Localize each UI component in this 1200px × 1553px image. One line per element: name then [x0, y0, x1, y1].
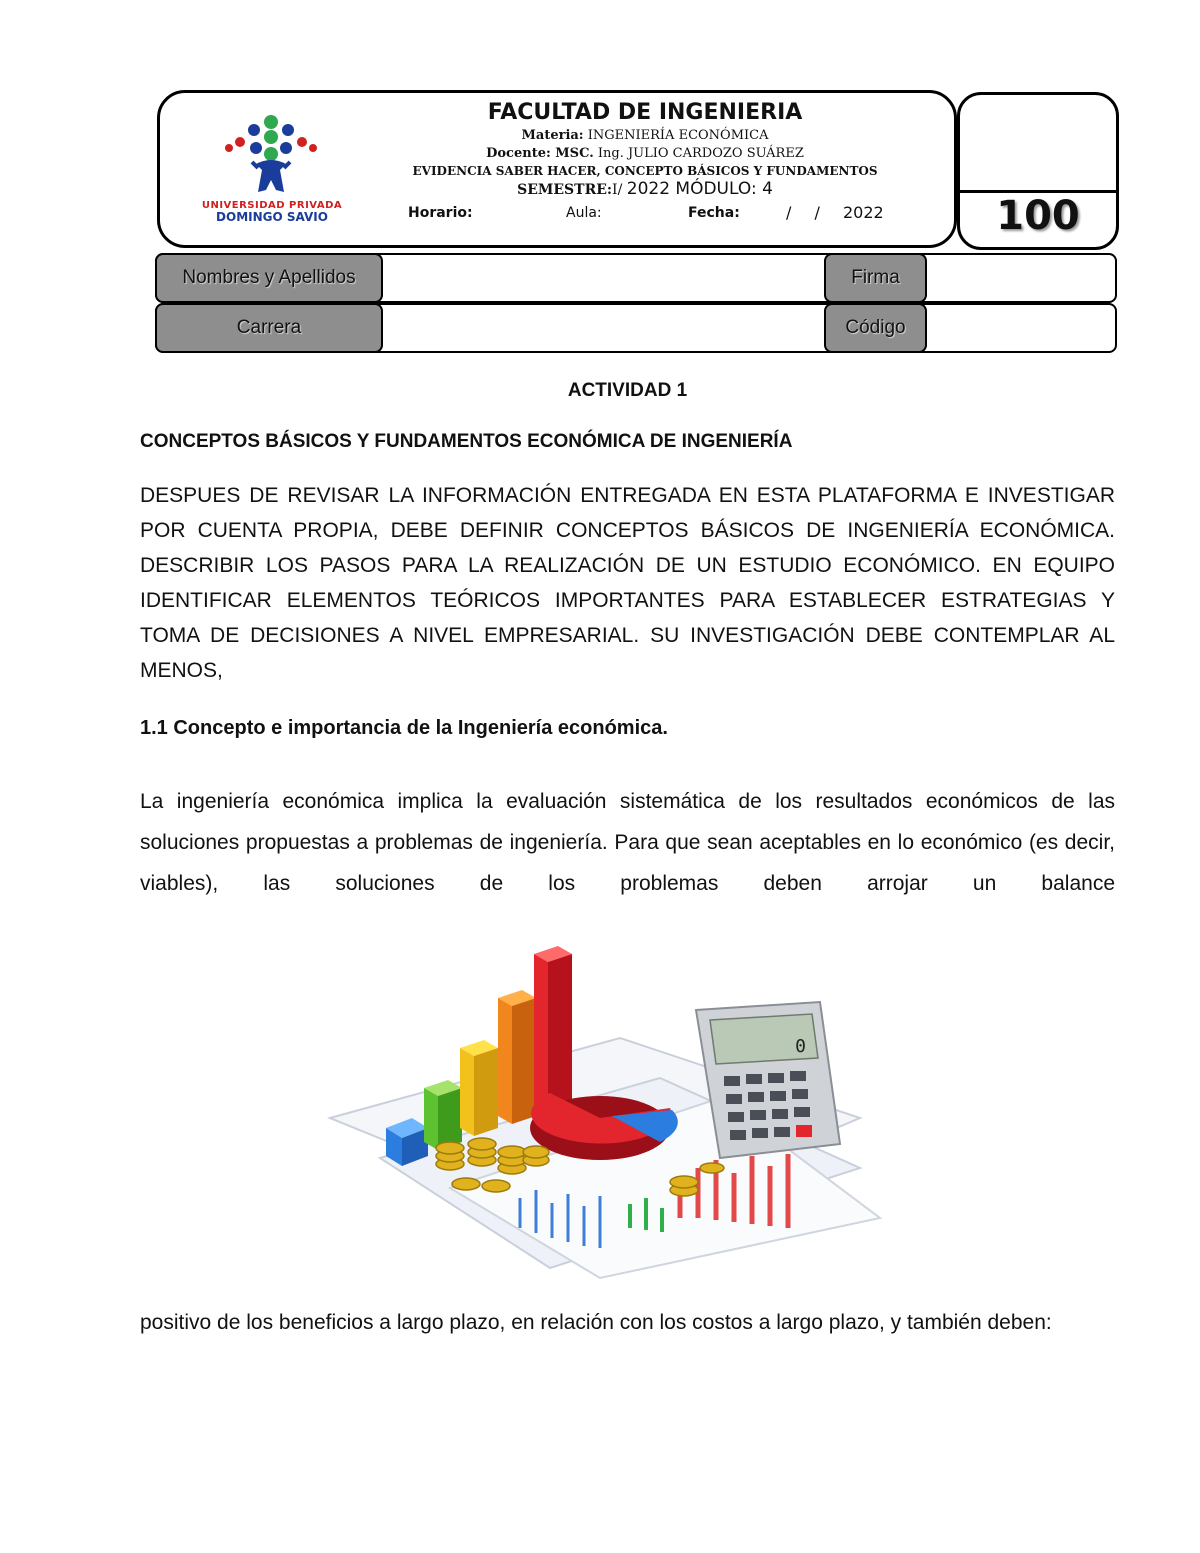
paragraph-part1: La ingeniería económica implica la evaluación sistemática de los resultados económicos de las soluciones propuestas a problemas de ingeniería. Para que sean aceptables en lo económico (es decir, viables), las soluciones de los problemas deben arrojar un balance: [140, 790, 1115, 895]
calculator-icon: [696, 1002, 840, 1158]
faculty-title: FACULTAD DE INGENIERIA: [487, 100, 803, 125]
semestre-value: I/: [612, 182, 623, 198]
aula-label: Aula:: [566, 205, 602, 221]
paragraph-part2: positivo de los beneficios a largo plazo, en relación con los costos a largo plazo, y también deben:: [140, 1311, 1052, 1334]
calculator-display: 0: [795, 1036, 806, 1057]
docente-value: Ing. JULIO CARDOZO SUÁREZ: [597, 146, 804, 161]
docente-label: Docente: MSC.: [486, 146, 594, 161]
semestre-label: SEMESTRE:: [517, 182, 613, 198]
year-modulo: 2022 MÓDULO: 4: [626, 179, 773, 199]
horario-label: Horario:: [408, 205, 473, 221]
university-name-line1: UNIVERSIDAD PRIVADA: [201, 200, 343, 211]
materia-value: INGENIERÍA ECONÓMICA: [587, 128, 769, 143]
economics-illustration: [300, 928, 902, 1300]
intro-paragraph: DESPUES DE REVISAR LA INFORMACIÓN ENTREGADA EN ESTA PLATAFORMA E INVESTIGAR POR CUENTA PROPIA, DEBE DEFINIR CONCEPTOS BÁSICOS DE INGENIERÍA ECONÓMICA. DESCRIBIR LOS PASOS PARA LA REALIZACIÓN DE UN ESTUDIO ECONÓMICO. EN EQUIPO IDENTIFICAR ELEMENTOS TEÓRICOS IMPORTANTES PARA ESTABLECER ESTRATEGIAS Y TOMA DE DECISIONES A NIVEL EMPRESARIAL. SU INVESTIGACIÓN DEBE CONTEMPLAR AL MENOS,: [140, 484, 1115, 682]
fecha-label: Fecha:: [688, 205, 740, 221]
firma-label: Firma: [824, 253, 927, 303]
carrera-label: Carrera: [155, 303, 383, 353]
activity-subtitle: CONCEPTOS BÁSICOS Y FUNDAMENTOS ECONÓMICA DE INGENIERÍA: [140, 431, 793, 452]
section-heading: 1.1 Concepto e importancia de la Ingeniería económica.: [140, 717, 668, 739]
materia-label: Materia:: [521, 128, 584, 143]
docente-line: [380, 146, 910, 162]
university-name-line2: DOMINGO SAVIO: [216, 210, 328, 224]
codigo-label: Código: [824, 303, 927, 353]
score-value: 100: [996, 193, 1080, 239]
fecha-value: / / 2022: [786, 203, 884, 222]
nombres-label: Nombres y Apellidos: [155, 253, 383, 303]
evidencia-line: EVIDENCIA SABER HACER, CONCEPTO BÁSICOS Y FUNDAMENTOS: [412, 164, 878, 178]
semestre-line: [380, 181, 910, 198]
activity-title: ACTIVIDAD 1: [567, 380, 688, 401]
materia-line: [380, 128, 910, 144]
